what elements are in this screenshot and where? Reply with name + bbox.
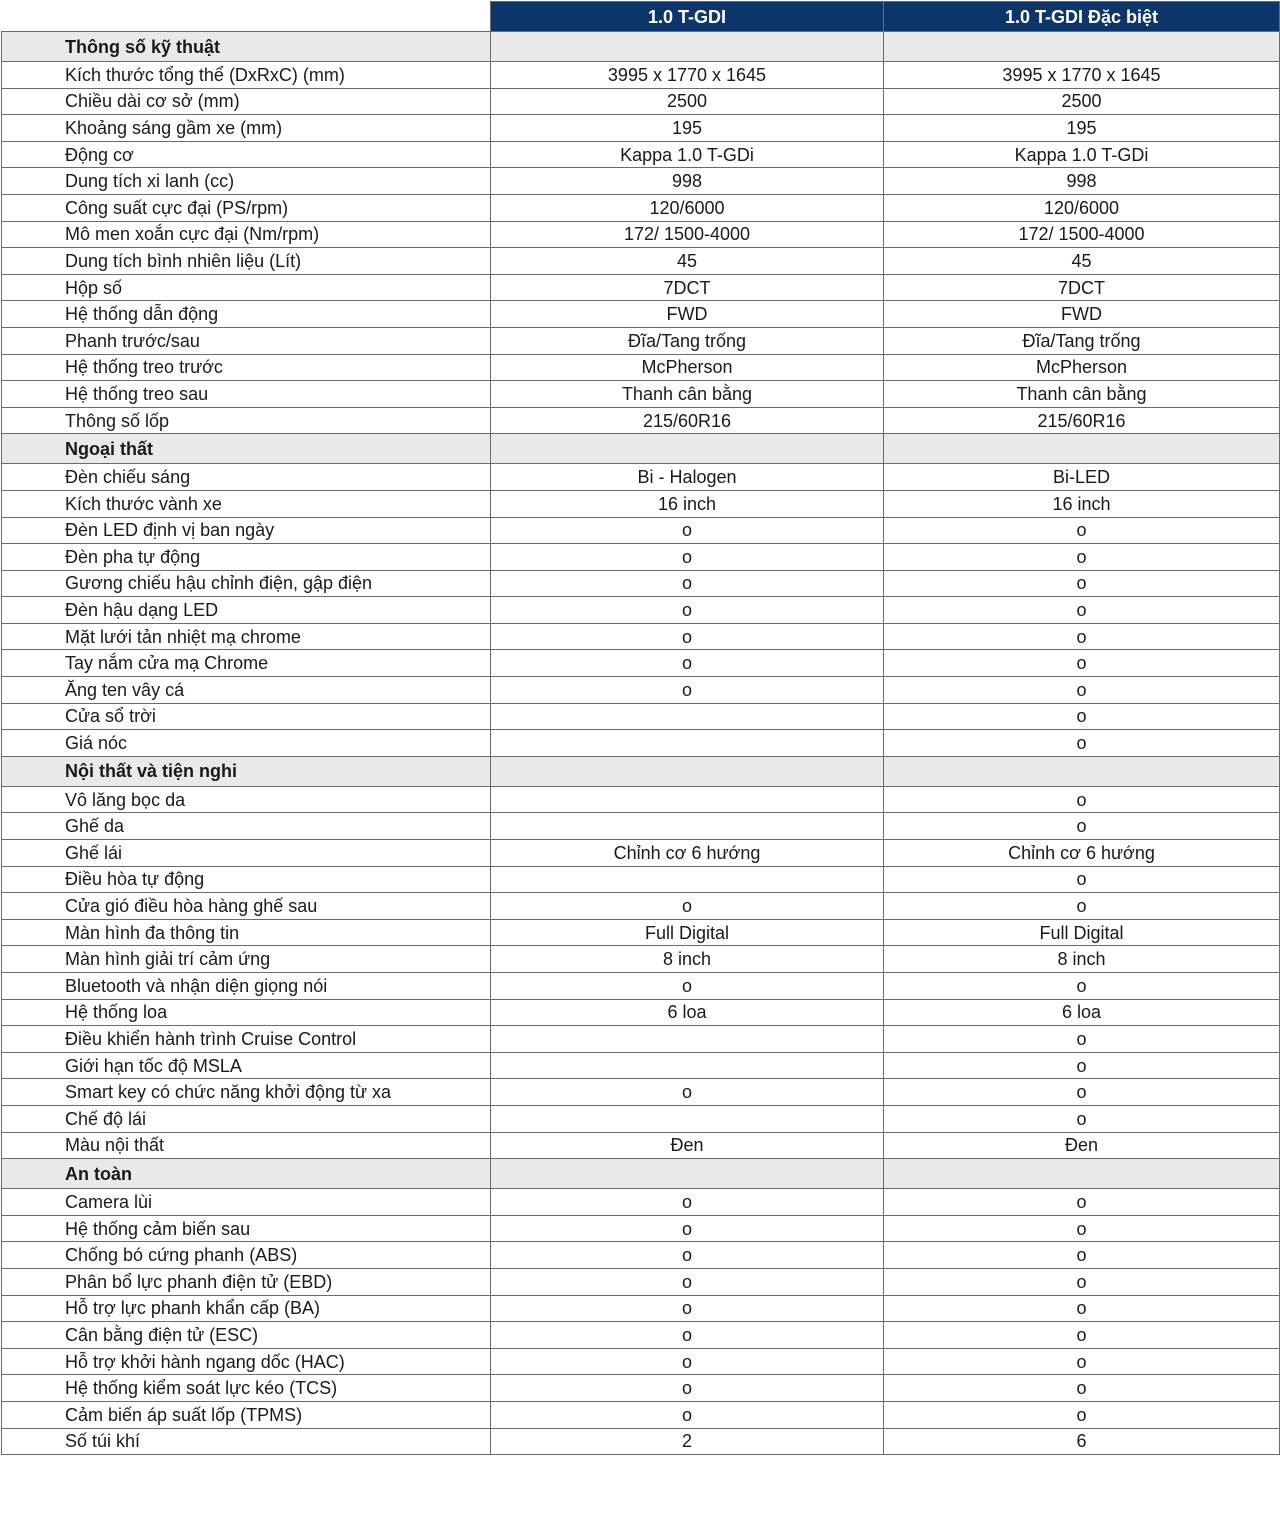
table-row [2,354,1280,381]
spec-label: Cảm biến áp suất lốp (TPMS) [2,1401,491,1428]
spec-label: Giá nóc [2,730,491,757]
spec-value-standard: Đĩa/Tang trống [491,327,884,354]
table-row [2,301,1280,328]
spec-value-standard: Thanh cân bằng [491,381,884,408]
spec-value-standard: o [491,544,884,571]
spec-value-standard: o [491,893,884,920]
spec-value-special: o [884,893,1280,920]
spec-value-standard [491,730,884,757]
spec-label: Chế độ lái [2,1105,491,1132]
spec-label: Đèn LED định vị ban ngày [2,517,491,544]
spec-value-standard: 45 [491,248,884,275]
spec-value-standard: o [491,1242,884,1269]
header-variant-standard: 1.0 T-GDI [491,2,884,32]
spec-value-special: o [884,866,1280,893]
spec-value-special: Thanh cân bằng [884,381,1280,408]
table-row [2,1348,1280,1375]
spec-value-standard: o [491,1268,884,1295]
spec-label: Gương chiếu hậu chỉnh điện, gập điện [2,570,491,597]
spec-value-standard: 3995 x 1770 x 1645 [491,62,884,89]
spec-value-standard: 2500 [491,88,884,115]
spec-value-special: o [884,1348,1280,1375]
header-row [2,2,1280,32]
table-row [2,544,1280,571]
spec-value-standard: McPherson [491,354,884,381]
section-header-row [2,1159,1280,1189]
spec-value-special: o [884,730,1280,757]
table-row [2,194,1280,221]
section-empty-cell [884,756,1280,786]
spec-label: Smart key có chức năng khởi động từ xa [2,1079,491,1106]
spec-label: Giới hạn tốc độ MSLA [2,1052,491,1079]
spec-label: Tay nắm cửa mạ Chrome [2,650,491,677]
spec-value-special: Bi-LED [884,464,1280,491]
spec-label: Màn hình giải trí cảm ứng [2,946,491,973]
spec-value-standard: 998 [491,168,884,195]
spec-value-special: 998 [884,168,1280,195]
spec-value-special: o [884,973,1280,1000]
spec-value-standard: o [491,677,884,704]
table-row [2,840,1280,867]
spec-value-special: o [884,677,1280,704]
spec-value-special: 6 loa [884,999,1280,1026]
section-title: An toàn [2,1159,491,1189]
spec-value-special: o [884,1242,1280,1269]
spec-value-special: o [884,1295,1280,1322]
spec-value-standard: Đen [491,1132,884,1159]
spec-label: Hệ thống treo trước [2,354,491,381]
spec-value-special: o [884,1322,1280,1349]
spec-value-standard: o [491,517,884,544]
section-empty-cell [491,756,884,786]
table-row [2,1079,1280,1106]
spec-value-standard: Full Digital [491,919,884,946]
spec-value-standard [491,866,884,893]
spec-label: Ghế da [2,813,491,840]
table-row [2,221,1280,248]
spec-value-standard: o [491,650,884,677]
spec-value-special: Đen [884,1132,1280,1159]
table-row [2,407,1280,434]
table-row [2,168,1280,195]
spec-label: Chống bó cứng phanh (ABS) [2,1242,491,1269]
spec-value-special: 195 [884,115,1280,142]
spec-value-standard [491,813,884,840]
table-row [2,381,1280,408]
spec-label: Ghế lái [2,840,491,867]
spec-value-standard: 195 [491,115,884,142]
table-row [2,1428,1280,1455]
spec-value-special: 8 inch [884,946,1280,973]
spec-label: Mặt lưới tản nhiệt mạ chrome [2,623,491,650]
spec-value-standard: o [491,1375,884,1402]
spec-value-special: 120/6000 [884,194,1280,221]
spec-value-special: 3995 x 1770 x 1645 [884,62,1280,89]
table-row [2,1105,1280,1132]
spec-value-special: 16 inch [884,490,1280,517]
table-row [2,650,1280,677]
spec-value-special: o [884,1026,1280,1053]
spec-label: Điều hòa tự động [2,866,491,893]
spec-label: Kích thước tổng thể (DxRxC) (mm) [2,62,491,89]
spec-table [1,1,1280,1455]
spec-label: Cửa gió điều hòa hàng ghế sau [2,893,491,920]
spec-value-special: o [884,1189,1280,1216]
table-row [2,1242,1280,1269]
table-row [2,517,1280,544]
spec-value-special: o [884,570,1280,597]
spec-label: Hệ thống cảm biến sau [2,1215,491,1242]
spec-value-special: o [884,1401,1280,1428]
spec-value-standard [491,786,884,813]
spec-label: Đèn hậu dạng LED [2,597,491,624]
spec-label: Thông số lốp [2,407,491,434]
spec-value-standard: 8 inch [491,946,884,973]
spec-value-special: o [884,1215,1280,1242]
table-row [2,919,1280,946]
spec-value-standard: o [491,973,884,1000]
spec-label: Hệ thống kiểm soát lực kéo (TCS) [2,1375,491,1402]
table-row [2,597,1280,624]
spec-label: Dung tích xi lanh (cc) [2,168,491,195]
spec-label: Màu nội thất [2,1132,491,1159]
table-row [2,1268,1280,1295]
table-row [2,490,1280,517]
spec-value-standard: 215/60R16 [491,407,884,434]
spec-value-special: 7DCT [884,274,1280,301]
spec-value-special: o [884,517,1280,544]
spec-label: Hộp số [2,274,491,301]
spec-value-standard: o [491,1215,884,1242]
spec-value-special: Kappa 1.0 T-GDi [884,141,1280,168]
spec-value-special: o [884,623,1280,650]
table-row [2,786,1280,813]
spec-label: Công suất cực đại (PS/rpm) [2,194,491,221]
spec-value-special: Full Digital [884,919,1280,946]
spec-value-standard [491,1026,884,1053]
spec-table-body [2,2,1280,1455]
table-row [2,88,1280,115]
table-row [2,730,1280,757]
table-row [2,115,1280,142]
spec-value-standard: Kappa 1.0 T-GDi [491,141,884,168]
spec-label: Phanh trước/sau [2,327,491,354]
section-title: Nội thất và tiện nghi [2,756,491,786]
spec-value-standard: FWD [491,301,884,328]
table-row [2,1322,1280,1349]
section-header-row [2,32,1280,62]
spec-value-standard [491,1052,884,1079]
spec-value-special: 215/60R16 [884,407,1280,434]
section-empty-cell [884,434,1280,464]
table-row [2,893,1280,920]
spec-value-special: 6 [884,1428,1280,1455]
table-row [2,623,1280,650]
spec-value-standard [491,703,884,730]
spec-label: Đèn pha tự động [2,544,491,571]
table-row [2,866,1280,893]
table-row [2,1132,1280,1159]
spec-value-standard: Chỉnh cơ 6 hướng [491,840,884,867]
table-row [2,813,1280,840]
spec-label: Kích thước vành xe [2,490,491,517]
header-variant-special: 1.0 T-GDI Đặc biệt [884,2,1280,32]
table-row [2,1189,1280,1216]
section-empty-cell [884,32,1280,62]
spec-label: Điều khiển hành trình Cruise Control [2,1026,491,1053]
table-row [2,703,1280,730]
section-header-row [2,434,1280,464]
spec-label: Hệ thống loa [2,999,491,1026]
spec-value-standard: o [491,1079,884,1106]
spec-value-special: o [884,786,1280,813]
spec-label: Ăng ten vây cá [2,677,491,704]
table-row [2,946,1280,973]
spec-label: Động cơ [2,141,491,168]
table-row [2,677,1280,704]
spec-value-special: o [884,544,1280,571]
spec-value-special: FWD [884,301,1280,328]
spec-label: Chiều dài cơ sở (mm) [2,88,491,115]
spec-value-special: o [884,1268,1280,1295]
table-row [2,570,1280,597]
spec-value-standard: 172/ 1500-4000 [491,221,884,248]
spec-label: Màn hình đa thông tin [2,919,491,946]
spec-value-special: 172/ 1500-4000 [884,221,1280,248]
spec-value-special: Chỉnh cơ 6 hướng [884,840,1280,867]
spec-label: Cửa sổ trời [2,703,491,730]
spec-value-standard: 2 [491,1428,884,1455]
spec-value-standard: o [491,1189,884,1216]
spec-label: Bluetooth và nhận diện giọng nói [2,973,491,1000]
spec-value-standard: 120/6000 [491,194,884,221]
section-header-row [2,756,1280,786]
spec-value-special: 45 [884,248,1280,275]
section-empty-cell [491,434,884,464]
spec-value-special: o [884,1375,1280,1402]
spec-value-special: o [884,703,1280,730]
spec-label: Phân bổ lực phanh điện tử (EBD) [2,1268,491,1295]
spec-value-special: o [884,597,1280,624]
spec-value-standard: o [491,1348,884,1375]
table-row [2,1026,1280,1053]
spec-label: Hỗ trợ lực phanh khẩn cấp (BA) [2,1295,491,1322]
spec-value-special: McPherson [884,354,1280,381]
spec-label: Vô lăng bọc da [2,786,491,813]
spec-label: Khoảng sáng gầm xe (mm) [2,115,491,142]
spec-value-special: Đĩa/Tang trống [884,327,1280,354]
table-row [2,274,1280,301]
table-row [2,141,1280,168]
spec-value-standard: o [491,623,884,650]
spec-label: Dung tích bình nhiên liệu (Lít) [2,248,491,275]
spec-label: Hệ thống treo sau [2,381,491,408]
table-row [2,1375,1280,1402]
section-empty-cell [884,1159,1280,1189]
spec-value-special: o [884,650,1280,677]
table-row [2,248,1280,275]
spec-value-standard: o [491,1401,884,1428]
spec-label: Số túi khí [2,1428,491,1455]
spec-label: Hệ thống dẫn động [2,301,491,328]
spec-value-standard: o [491,570,884,597]
spec-value-standard: Bi - Halogen [491,464,884,491]
table-row [2,464,1280,491]
spec-label: Đèn chiếu sáng [2,464,491,491]
section-empty-cell [491,32,884,62]
header-blank-cell [2,2,491,32]
spec-value-standard: o [491,597,884,624]
table-row [2,1215,1280,1242]
spec-label: Mô men xoắn cực đại (Nm/rpm) [2,221,491,248]
spec-value-special: o [884,813,1280,840]
spec-value-special: 2500 [884,88,1280,115]
spec-label: Cân bằng điện tử (ESC) [2,1322,491,1349]
table-row [2,999,1280,1026]
table-row [2,1401,1280,1428]
spec-value-standard [491,1105,884,1132]
table-row [2,1295,1280,1322]
spec-value-standard: o [491,1295,884,1322]
spec-value-special: o [884,1079,1280,1106]
table-row [2,62,1280,89]
spec-label: Camera lùi [2,1189,491,1216]
section-empty-cell [491,1159,884,1189]
spec-value-standard: 6 loa [491,999,884,1026]
table-row [2,1052,1280,1079]
spec-value-standard: 16 inch [491,490,884,517]
table-row [2,973,1280,1000]
section-title: Thông số kỹ thuật [2,32,491,62]
spec-value-standard: 7DCT [491,274,884,301]
table-row [2,327,1280,354]
spec-value-standard: o [491,1322,884,1349]
spec-label: Hỗ trợ khởi hành ngang dốc (HAC) [2,1348,491,1375]
spec-value-special: o [884,1105,1280,1132]
section-title: Ngoại thất [2,434,491,464]
spec-value-special: o [884,1052,1280,1079]
